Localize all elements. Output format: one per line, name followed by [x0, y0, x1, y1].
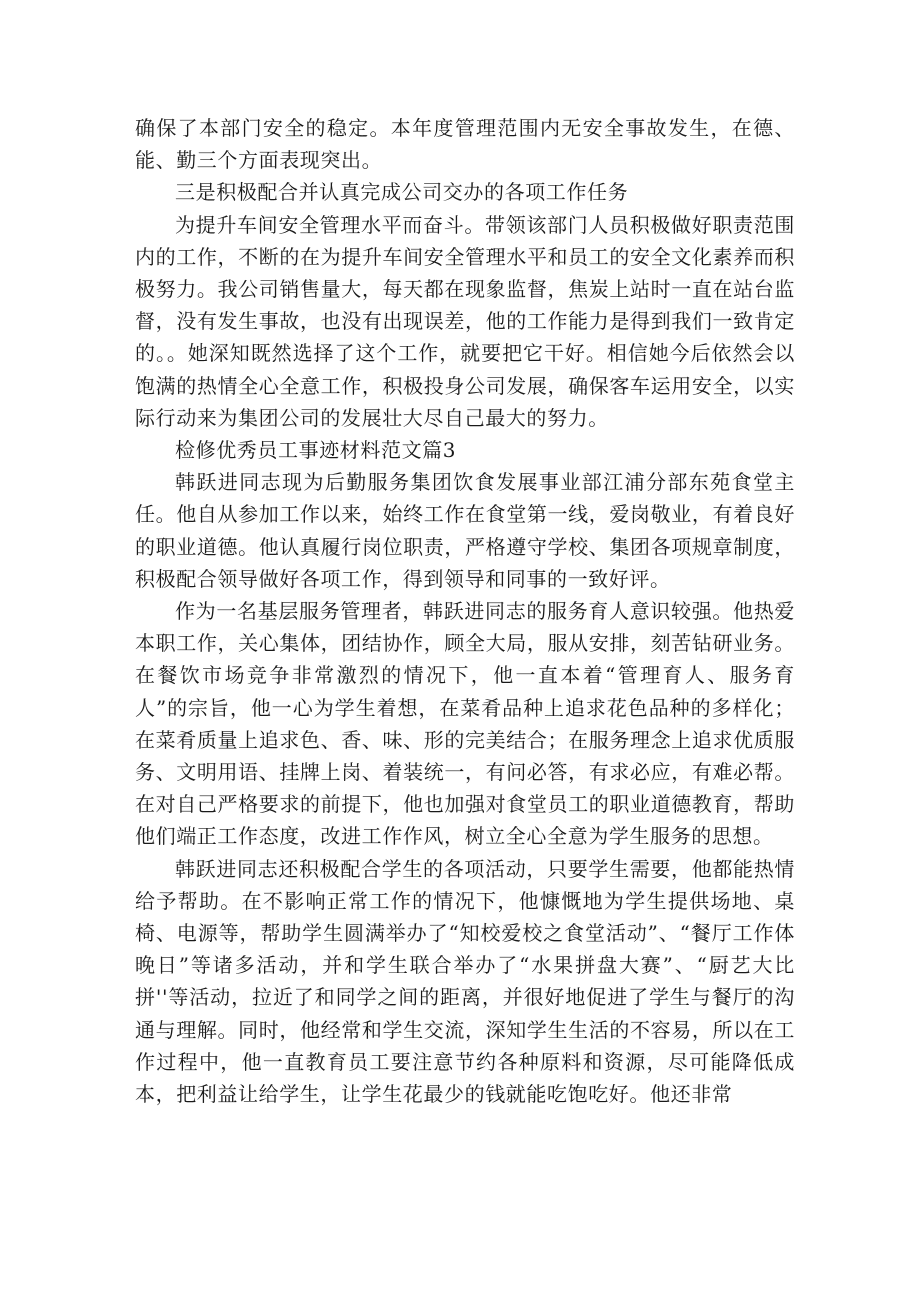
paragraph-introduction: 韩跃进同志现为后勤服务集团饮食发展事业部江浦分部东苑食堂主任。他自从参加工作以来，始终工作在食堂第一线，爱岗敬业，有着良好的职业道德。他认真履行岗位职责，严格遵守学校、集团各项规章制度，积极配合领导做好各项工作，得到领导和同事的一致好评。: [135, 470, 795, 591]
document-body: [135, 112, 795, 1110]
paragraph-student-activities: 韩跃进同志还积极配合学生的各项活动，只要学生需要，他都能热情给予帮助。在不影响正常工作的情况下，他慷慨地为学生提供场地、桌椅、电源等，帮助学生圆满举办了“知校爱校之食堂活动”、“餐厅工作体晚日”等诸多活动，并和学生联合举办了“水果拼盘大赛”、“厨艺大比拼''等活动，拉近了和同学之间的距离，并很好地促进了学生与餐厅的沟通与理解。同时，他经常和学生交流，深知学生生活的不容易，所以在工作过程中，他一直教育员工要注意节约各种原料和资源，尽可能降低成本，把利益让给学生，让学生花最少的钱就能吃饱吃好。他还非常: [135, 856, 795, 1107]
paragraph-continuation: 确保了本部门安全的稳定。本年度管理范围内无安全事故发生，在德、能、勤三个方面表现突出。: [135, 116, 795, 173]
section-heading-task: 三是积极配合并认真完成公司交办的各项工作任务: [175, 180, 629, 205]
section-heading-article-3: 检修优秀员工事迹材料范文篇3: [175, 438, 457, 463]
paragraph-service-awareness: 作为一名基层服务管理者，韩跃进同志的服务育人意识较强。他热爱本职工作，关心集体，团结协作，顾全大局，服从安排，刻苦钻研业务。在餐饮市场竞争非常激烈的情况下，他一直本着“管理育人、服务育人”的宗旨，他一心为学生着想，在菜肴品种上追求花色品种的多样化；在菜肴质量上追求色、香、味、形的完美结合；在服务理念上追求优质服务、文明用语、挂牌上岗、着装统一，有问必答，有求必应，有难必帮。在对自己严格要求的前提下，他也加强对食堂员工的职业道德教育，帮助他们端正工作态度，改进工作作风，树立全心全意为学生服务的思想。: [135, 599, 795, 849]
paragraph-safety-management: 为提升车间安全管理水平而奋斗。带领该部门人员积极做好职责范围内的工作，不断的在为提升车间安全管理水平和员工的安全文化素养而积极努力。我公司销售量大，每天都在现象监督，焦炭上站时一直在站台监督，没有发生事故，也没有出现误差，他的工作能力是得到我们一致肯定的。。她深知既然选择了这个工作，就要把它干好。相信她今后依然会以饱满的热情全心全意工作，积极投身公司发展，确保客车运用安全，以实际行动来为集团公司的发展壮大尽自己最大的努力。: [135, 212, 795, 430]
